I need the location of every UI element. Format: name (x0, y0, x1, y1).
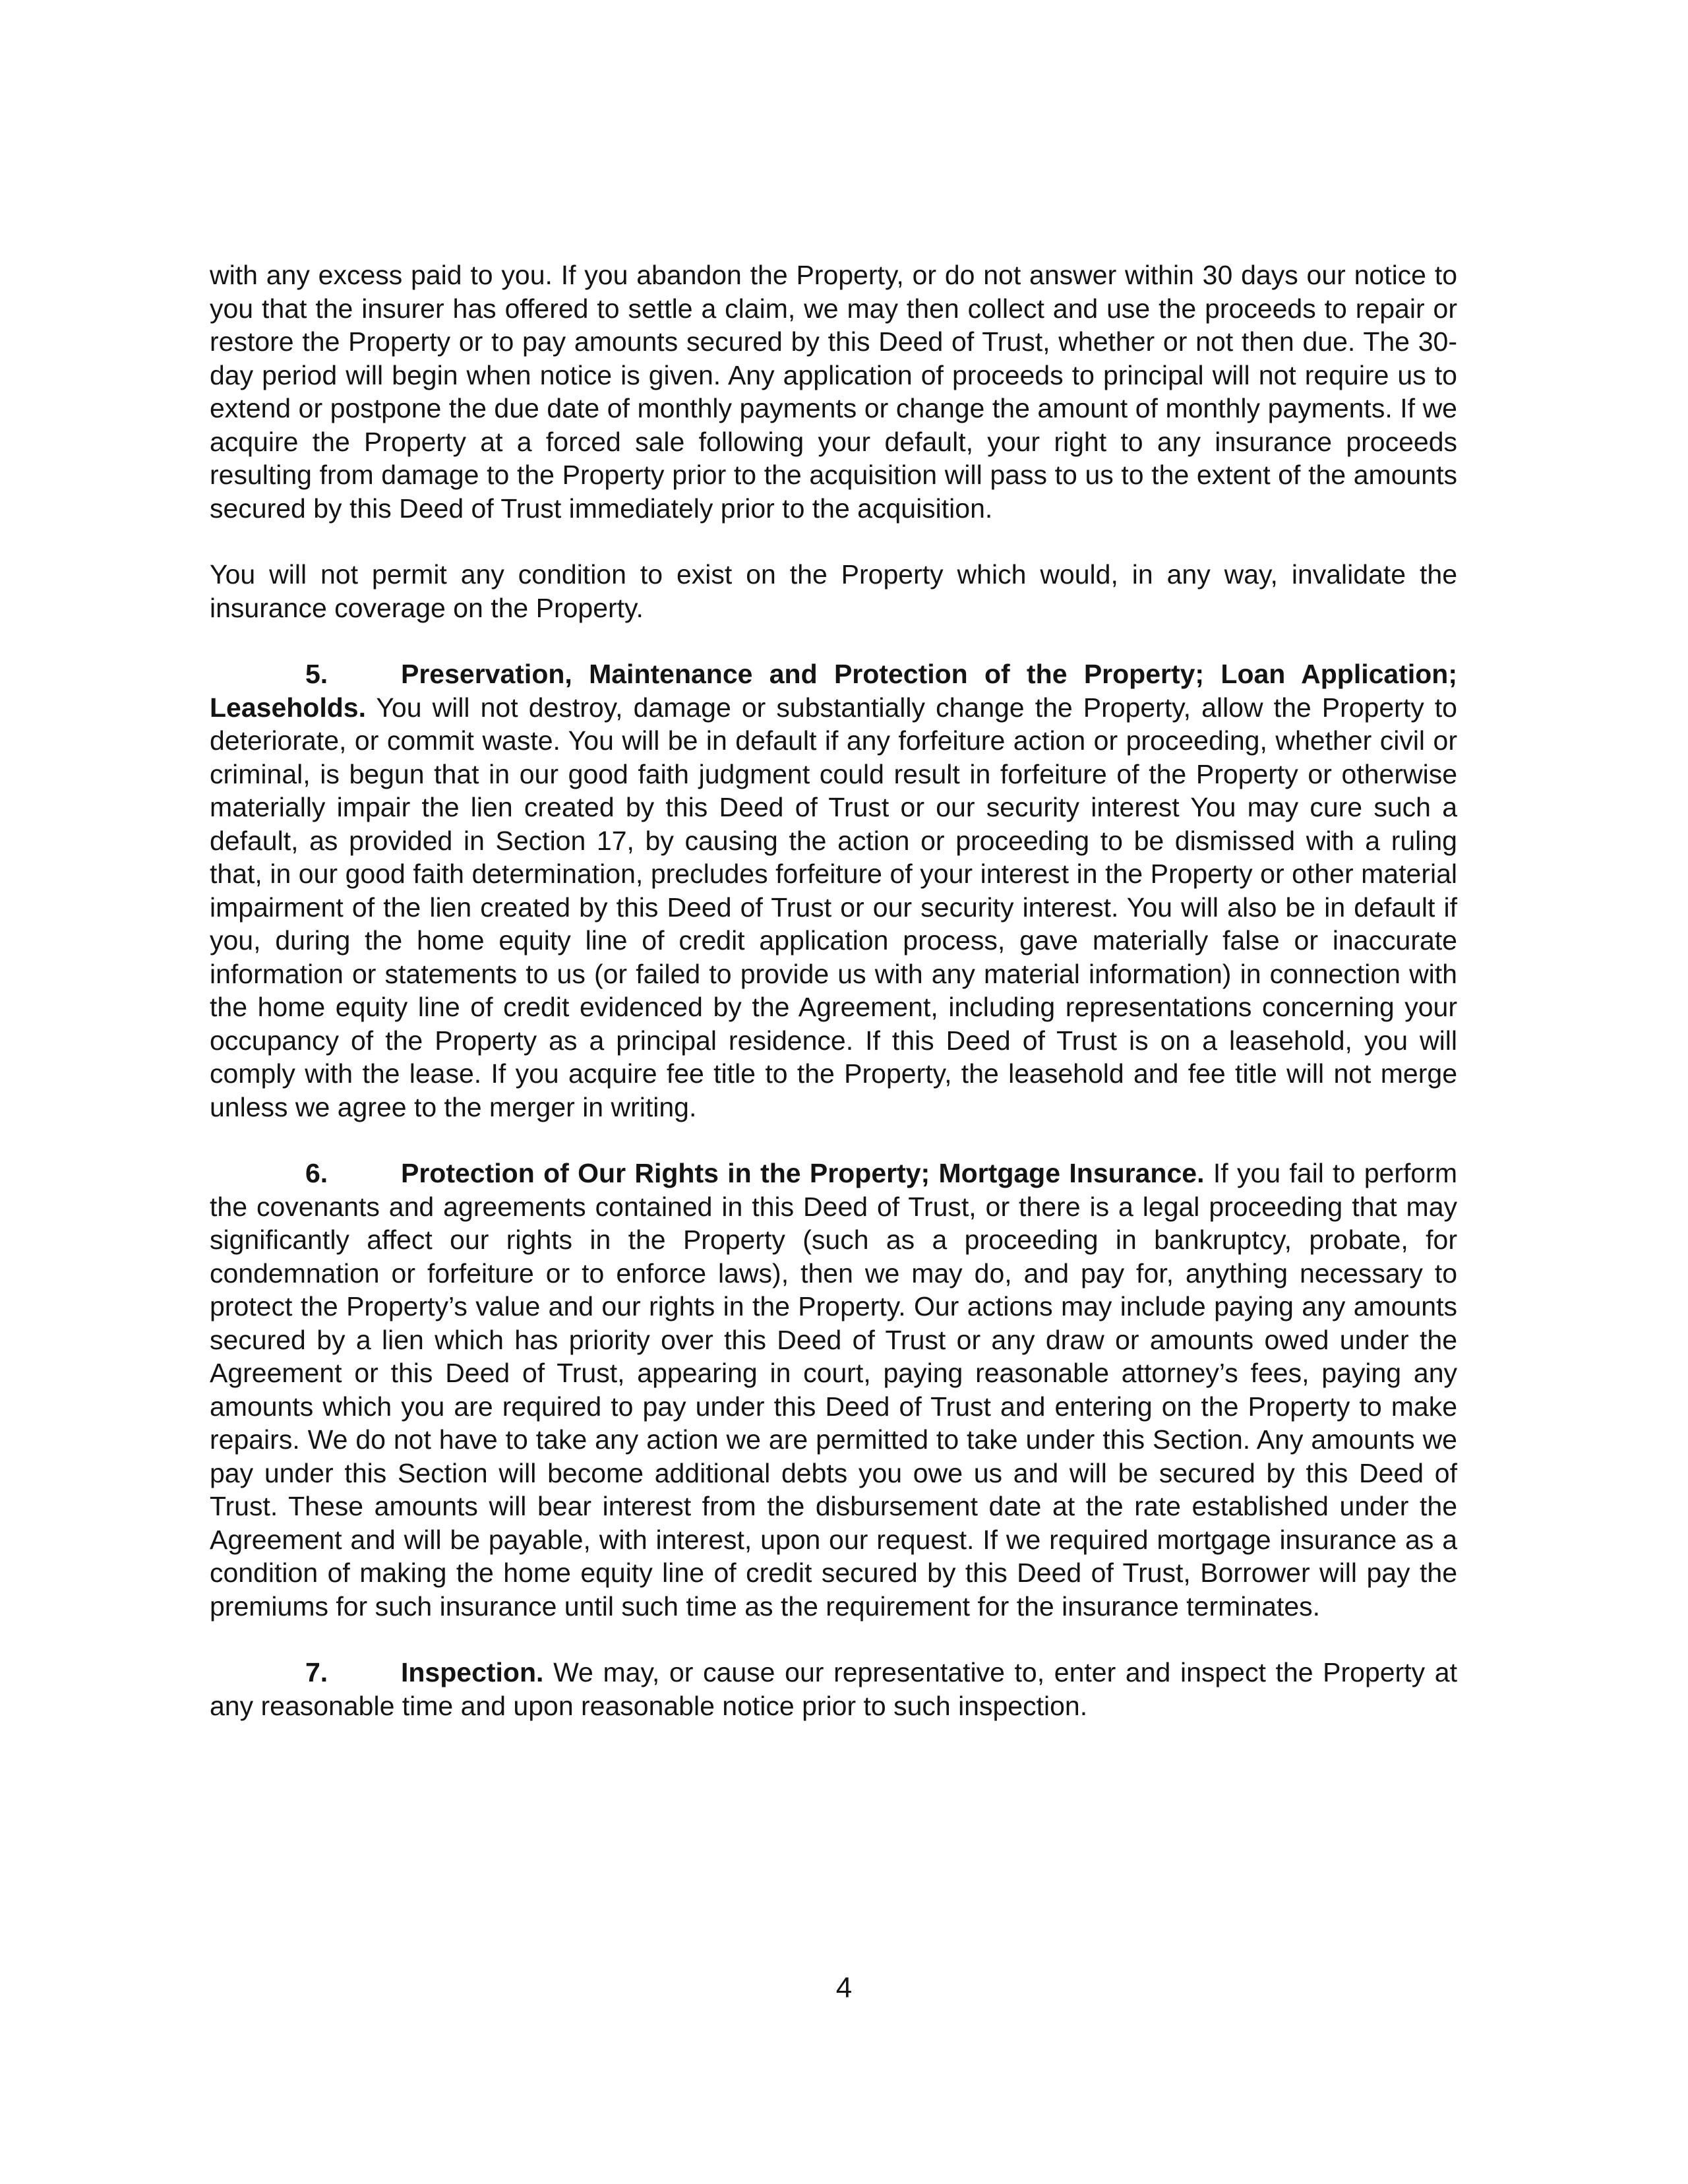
section-7 (210, 1656, 1457, 1722)
section-6-heading: Protection of Our Rights in the Property; Mortgage Insurance. (401, 1158, 1205, 1188)
page-number: 4 (835, 1972, 853, 2004)
section-7-body: We may, or cause our representative to, enter and inspect the Property at any reasonable time and upon reasonable notice prior to such inspection. (210, 1657, 1457, 1721)
paragraph-insurance-coverage: You will not permit any condition to exist on the Property which would, in any way, invalidate the insurance coverage on the Property. (210, 559, 1457, 623)
section-5 (210, 657, 1457, 1124)
section-7-heading: Inspection. (401, 1657, 544, 1687)
section-6-number: 6. (305, 1158, 328, 1188)
paragraph-insurance-proceeds: with any excess paid to you. If you abandon the Property, or do not answer within 30 days our notice to you that the insurer has offered to settle a claim, we may then collect and use the proceeds to repair or restore the Property or to pay amounts secured by this Deed of Trust, whether or not then due. The 30-day period will begin when notice is given. Any application of proceeds to principal will not require us to extend or postpone the due date of monthly payments or change the amount of monthly payments. If we acquire the Property at a forced sale following your default, your right to any insurance proceeds resulting from damage to the Property prior to the acquisition will pass to us to the extent of the amounts secured by this Deed of Trust immediately prior to the acquisition. (210, 260, 1457, 524)
section-6-body: If you fail to perform the covenants and agreements contained in this Deed of Trust, or there is a legal proceeding that may significantly affect our rights in the Property (such as a proceeding in bankruptcy, probate, for condemnation or forfeiture or to enforce laws), then we may do, and pay for, anything necessary to protect the Property’s value and our rights in the Property. Our actions may include paying any amounts secured by a lien which has priority over this Deed of Trust or any draw or amounts owed under the Agreement or this Deed of Trust, appearing in court, paying reasonable attorney’s fees, paying any amounts which you are required to pay under this Deed of Trust and entering on the Property to make repairs. We do not have to take any action we are permitted to take under this Section. Any amounts we pay under this Section will become additional debts you owe us and will be secured by this Deed of Trust. These amounts will bear interest from the disbursement date at the rate established under the Agreement and will be payable, with interest, upon our request. If we required mortgage insurance as a condition of making the home equity line of credit secured by this Deed of Trust, Borrower will pay the premiums for such insurance until such time as the requirement for the insurance terminates. (210, 1158, 1457, 1622)
section-7-number: 7. (305, 1657, 328, 1687)
document-page (210, 258, 1457, 1755)
section-5-heading: Preservation, Maintenance and Protection of the Property; Loan Application; Leaseholds. (210, 659, 1457, 723)
section-5-number: 5. (305, 659, 328, 689)
section-6 (210, 1157, 1457, 1623)
section-5-body: You will not destroy, damage or substantially change the Property, allow the Property to deteriorate, or commit waste. You will be in default if any forfeiture action or proceeding, whether civil or criminal, is begun that in our good faith judgment could result in forfeiture of the Property or otherwise materially impair the lien created by this Deed of Trust or our security interest You may cure such a default, as provided in Section 17, by causing the action or proceeding to be dismissed with a ruling that, in our good faith determination, precludes forfeiture of your interest in the Property or other material impairment of the lien created by this Deed of Trust or our security interest. You will also be in default if you, during the home equity line of credit application process, gave materially false or inaccurate information or statements to us (or failed to provide us with any material information) in connection with the home equity line of credit evidenced by the Agreement, including representations concerning your occupancy of the Property as a principal residence. If this Deed of Trust is on a leasehold, you will comply with the lease. If you acquire fee title to the Property, the leasehold and fee title will not merge unless we agree to the merger in writing. (210, 692, 1457, 1122)
